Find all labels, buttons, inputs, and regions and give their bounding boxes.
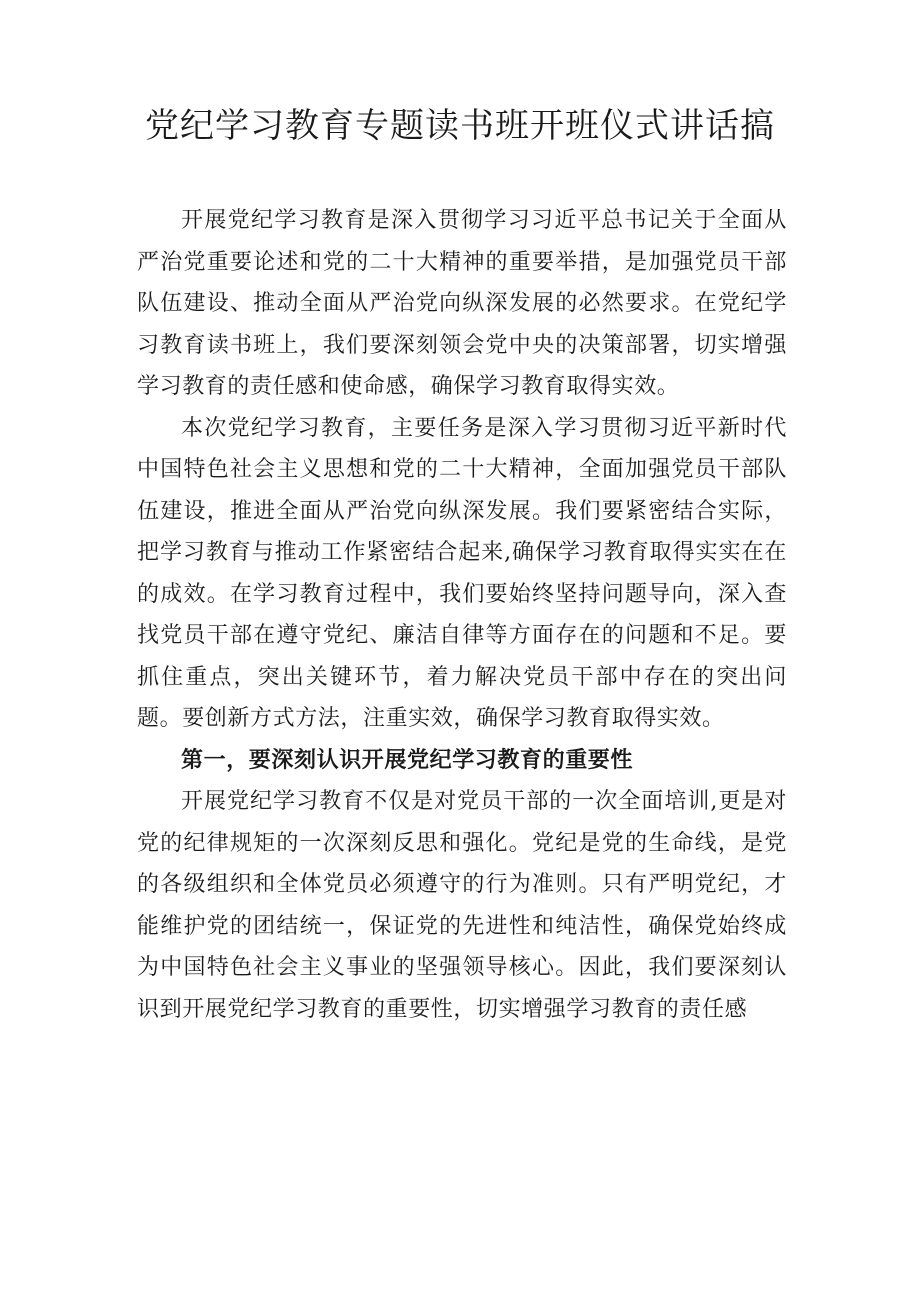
section-1-paragraph: 开展党纪学习教育不仅是对党员干部的一次全面培训,更是对党的纪律规矩的一次深刻反思和强化。党纪是党的生命线，是党的各级组织和全体党员必须遵守的行为准则。只有严明党纪，才能维护党的团结统一，保证党的先进性和纯洁性，确保党始终成为中国特色社会主义事业的坚强领导核心。因此，我们要深刻认识到开展党纪学习教育的重要性，切实增强学习教育的责任感 [137, 789, 787, 1022]
body-paragraph-1: 开展党纪学习教育是深入贯彻学习习近平总书记关于全面从严治党重要论述和党的二十大精神的重要举措，是加强党员干部队伍建设、推动全面从严治党向纵深发展的必然要求。在党纪学习教育读书班上，我们要深刻领会党中央的决策部署，切实增强学习教育的责任感和使命感，确保学习教育取得实效。 [137, 208, 787, 399]
document-title: 党纪学习教育专题读书班开班仪式讲话搞 [145, 106, 775, 146]
section-heading-1: 第一，要深刻认识开展党纪学习教育的重要性 [181, 747, 634, 773]
body-paragraph-2: 本次党纪学习教育，主要任务是深入学习贯彻习近平新时代中国特色社会主义思想和党的二十大精神，全面加强党员干部队伍建设，推进全面从严治党向纵深发展。我们要紧密结合实际，把学习教育与推动工作紧密结合起来,确保学习教育取得实实在在的成效。在学习教育过程中，我们要始终坚持问题导向，深入查找党员干部在遵守党纪、廉洁自律等方面存在的问题和不足。要抓住重点，突出关键环节，着力解决党员干部中存在的突出问题。要创新方式方法，注重实效，确保学习教育取得实效。 [137, 415, 787, 731]
document-body [137, 200, 787, 1030]
